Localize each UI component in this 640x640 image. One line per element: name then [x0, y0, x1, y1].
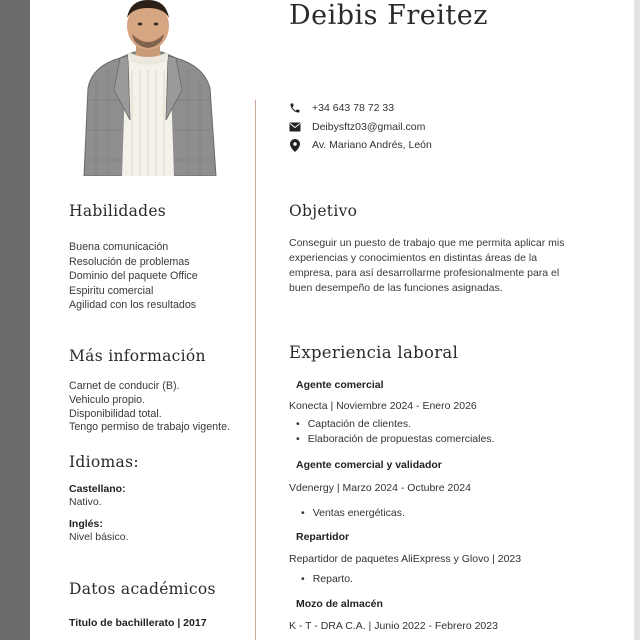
objective-heading: Objetivo — [289, 202, 358, 220]
language-level: Nivel básico. — [69, 531, 129, 543]
contact-email — [289, 118, 432, 137]
contact-address — [289, 136, 432, 155]
list-item: Resolución de problemas — [69, 255, 190, 268]
contact-block — [289, 99, 432, 155]
column-divider — [255, 100, 256, 640]
list-item: • Reparto. — [301, 572, 353, 587]
list-item: Tengo permiso de trabajo vigente. — [69, 421, 231, 434]
job-title: Repartidor — [296, 531, 350, 543]
list-item: Espiritu comercial — [69, 284, 154, 297]
job-bullets — [301, 506, 405, 521]
address-text: Av. Mariano Andrés, León — [312, 139, 432, 152]
list-item: Carnet de conducir (B). — [69, 380, 180, 392]
list-item: Buena comunicación — [69, 241, 169, 253]
skills-heading: Habilidades — [69, 202, 167, 220]
languages-heading: Idiomas: — [69, 453, 139, 471]
job-title: Mozo de almacén — [296, 598, 383, 610]
list-item: • Captación de clientes. — [296, 417, 494, 432]
phone-icon — [289, 102, 301, 114]
skills-list — [69, 240, 198, 313]
more-info-heading: Más información — [69, 347, 206, 365]
language-item — [69, 483, 126, 509]
job-meta: Konecta | Noviembre 2024 - Enero 2026 — [289, 400, 477, 412]
candidate-name: Deibis Freitez — [289, 0, 488, 31]
profile-photo — [76, 0, 220, 176]
language-name: Inglés: — [69, 518, 103, 530]
list-item: Dominio del paquete Office — [69, 270, 198, 282]
academic-item: Titulo de bachillerato | 2017 — [69, 617, 207, 629]
job-meta: K - T - DRA C.A. | Junio 2022 - Febrero 2023 — [289, 620, 498, 632]
list-item: Vehiculo propio. — [69, 393, 146, 406]
job-bullets — [296, 417, 494, 447]
contact-phone — [289, 99, 432, 118]
language-item — [69, 518, 129, 544]
list-item: • Ventas energéticas. — [301, 506, 405, 521]
right-side-band — [634, 0, 640, 640]
more-info-list — [69, 380, 230, 435]
left-side-band — [0, 0, 30, 640]
envelope-icon — [289, 121, 301, 133]
job-bullets — [301, 572, 353, 587]
email-text: Deibysftz03@gmail.com — [312, 120, 426, 133]
job-title: Agente comercial — [296, 379, 384, 391]
language-level: Nativo. — [69, 496, 102, 508]
objective-text: Conseguir un puesto de trabajo que me permita aplicar mis experiencias y conocimientos en distintas áreas de la empresa, para así desarrollarme profesionalmente para el buen desempeño de las funciones asignadas. — [289, 237, 565, 294]
academic-heading: Datos académicos — [69, 580, 216, 598]
job-meta: Vdenergy | Marzo 2024 - Octubre 2024 — [289, 482, 471, 494]
experience-heading: Experiencia laboral — [289, 343, 459, 362]
language-name: Castellano: — [69, 483, 126, 495]
job-title: Agente comercial y validador — [296, 459, 442, 471]
phone-text: +34 643 78 72 33 — [312, 102, 395, 115]
list-item: Agilidad con los resultados — [69, 299, 197, 311]
location-pin-icon — [289, 139, 301, 151]
job-meta: Repartidor de paquetes AliExpress y Glovo | 2023 — [289, 553, 522, 565]
list-item: Disponibilidad total. — [69, 407, 162, 420]
list-item: • Elaboración de propuestas comerciales. — [296, 432, 494, 447]
